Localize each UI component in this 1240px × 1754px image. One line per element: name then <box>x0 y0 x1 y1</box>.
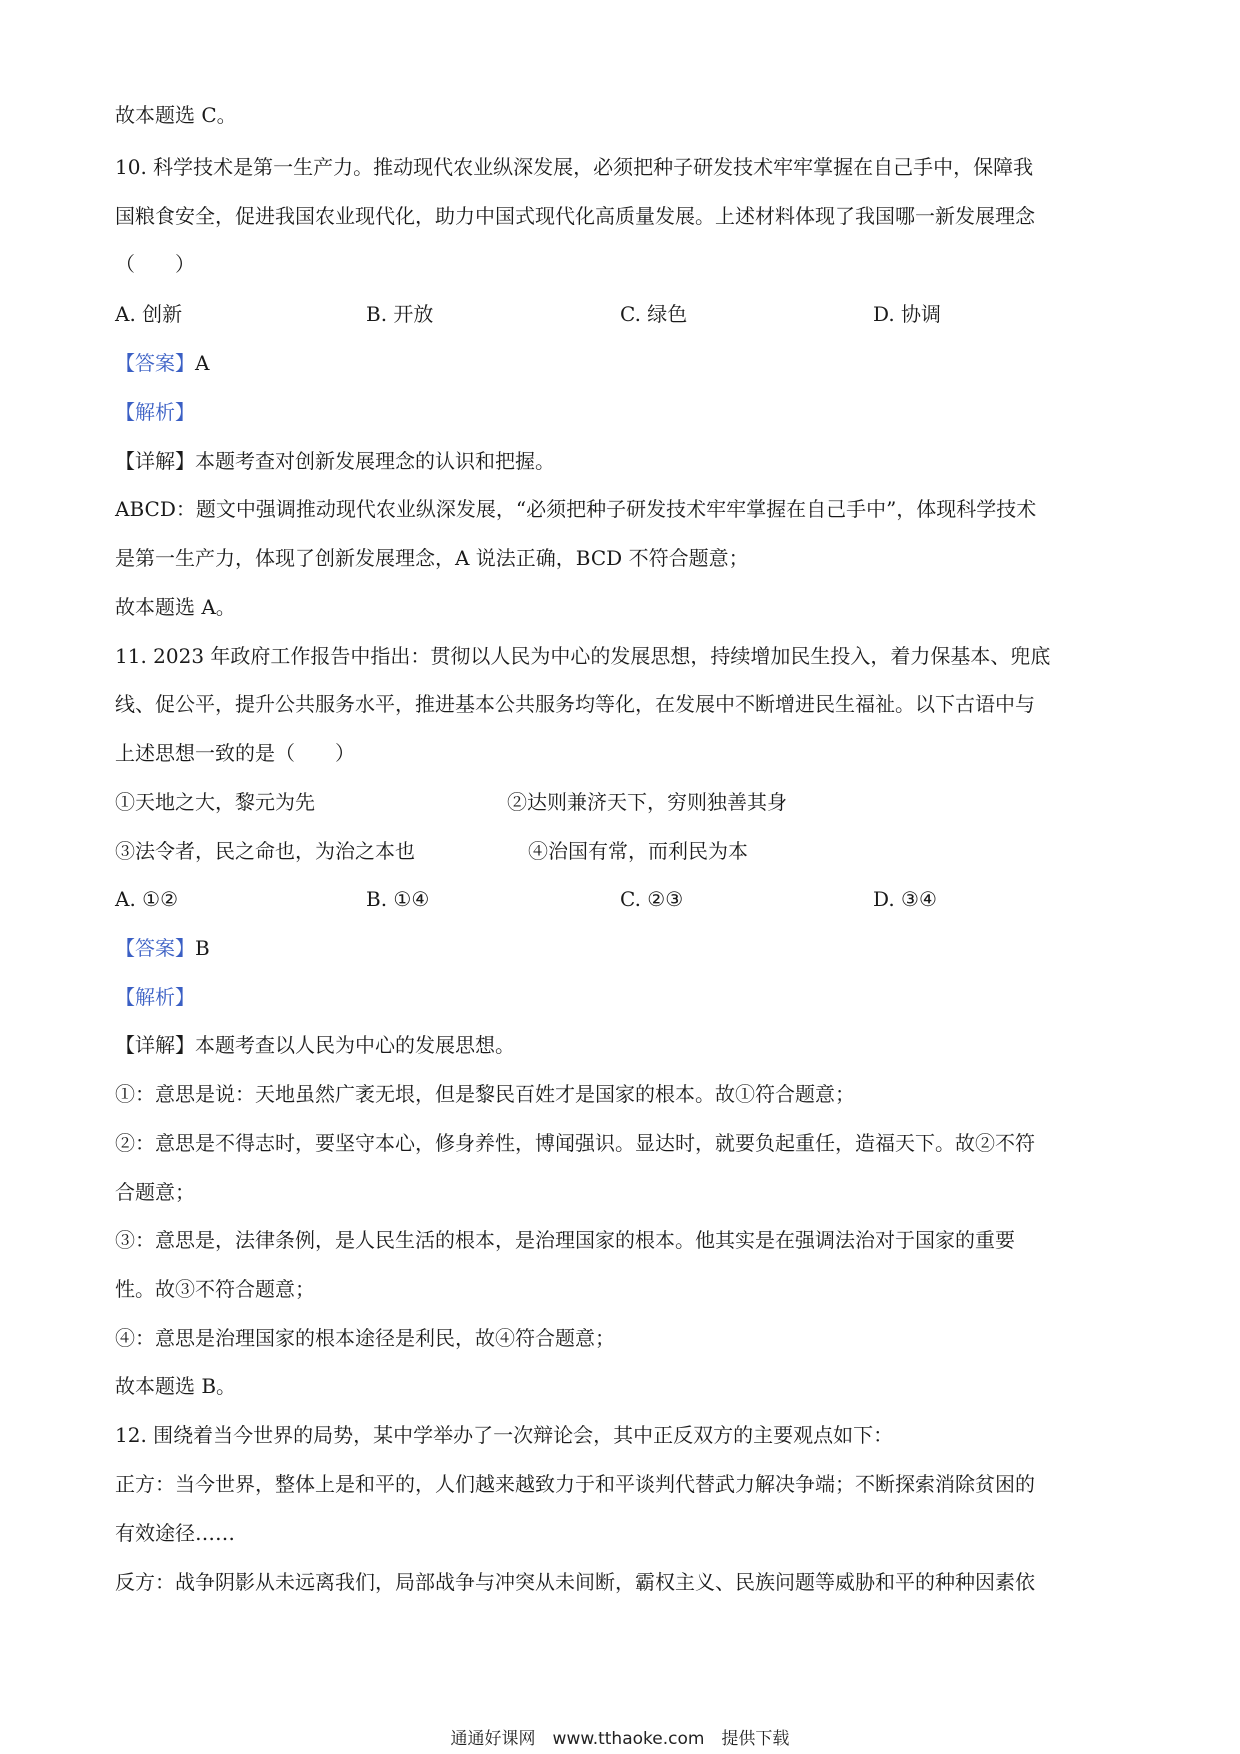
option-b: B. ①④ <box>366 887 430 911</box>
text-line: 反方：战争阴影从未远离我们，局部战争与冲突从未间断，霸权主义、民族问题等威胁和平的种种因素依 <box>115 1570 1035 1594</box>
answer-line <box>115 934 210 962</box>
statement-2: ②达则兼济天下，穷则独善其身 <box>507 790 787 814</box>
text-line: 故本题选 B。 <box>115 1374 237 1398</box>
question-11-stem: 11. 2023 年政府工作报告中指出：贯彻以人民为中心的发展思想，持续增加民生投入，着力保基本、兜底 <box>115 644 1051 668</box>
statement-1: ①天地之大，黎元为先 <box>115 790 315 814</box>
option-a: A. ①② <box>115 887 179 911</box>
text-line: 故本题选 A。 <box>115 595 236 619</box>
option-a: A. 创新 <box>115 302 183 326</box>
question-12-stem: 12. 围绕着当今世界的局势，某中学举办了一次辩论会，其中正反双方的主要观点如下： <box>115 1423 894 1447</box>
text-line: 上述思想一致的是（ ） <box>115 741 355 765</box>
answer-value: B <box>195 936 210 960</box>
text-line: ①：意思是说：天地虽然广袤无垠，但是黎民百姓才是国家的根本。故①符合题意； <box>115 1082 855 1106</box>
text-line: ④：意思是治理国家的根本途径是利民，故④符合题意； <box>115 1326 615 1350</box>
answer-blank: （ ） <box>115 252 195 276</box>
text-line: 合题意； <box>115 1180 195 1204</box>
text-line: 性。故③不符合题意； <box>115 1277 315 1301</box>
text-line: ③：意思是，法律条例，是人民生活的根本，是治理国家的根本。他其实是在强调法治对于国家的重要 <box>115 1228 1015 1252</box>
analysis-tag: 【解析】 <box>115 400 195 424</box>
text-line: 【详解】本题考查以人民为中心的发展思想。 <box>115 1033 515 1057</box>
text-line: 国粮食安全，促进我国农业现代化，助力中国式现代化高质量发展。上述材料体现了我国哪一新发展理念 <box>115 204 1035 228</box>
statement-4: ④治国有常，而利民为本 <box>528 839 748 863</box>
answer-value: A <box>195 351 210 375</box>
answer-line <box>115 349 209 377</box>
text-line: 线、促公平，提升公共服务水平，推进基本公共服务均等化，在发展中不断增进民生福祉。以下古语中与 <box>115 692 1035 716</box>
text-line: 故本题选 C。 <box>115 103 237 127</box>
analysis-tag: 【解析】 <box>115 985 195 1009</box>
option-b: B. 开放 <box>366 302 434 326</box>
option-c: C. 绿色 <box>620 302 688 326</box>
text-line: ABCD：题文中强调推动现代农业纵深发展，“必须把种子研发技术牢牢掌握在自己手中”，体现科学技术 <box>115 497 1037 521</box>
text-line: 是第一生产力，体现了创新发展理念，A 说法正确，BCD 不符合题意； <box>115 546 749 570</box>
answer-tag: 【答案】 <box>115 351 195 375</box>
text-line: 有效途径…… <box>115 1521 235 1545</box>
statement-3: ③法令者，民之命也，为治之本也 <box>115 839 415 863</box>
option-c: C. ②③ <box>620 887 684 911</box>
text-line: 【详解】本题考查对创新发展理念的认识和把握。 <box>115 449 555 473</box>
text-line: 正方：当今世界，整体上是和平的，人们越来越致力于和平谈判代替武力解决争端；不断探索消除贫困的 <box>115 1472 1035 1496</box>
question-10-stem: 10. 科学技术是第一生产力。推动现代农业纵深发展，必须把种子研发技术牢牢掌握在自己手中，保障我 <box>115 155 1034 179</box>
option-d: D. 协调 <box>873 302 942 326</box>
page-footer: 通通好课网 www.tthaoke.com 提供下载 <box>450 1729 790 1749</box>
option-d: D. ③④ <box>873 887 937 911</box>
answer-tag: 【答案】 <box>115 936 195 960</box>
text-line: ②：意思是不得志时，要坚守本心，修身养性，博闻强识。显达时，就要负起重任，造福天下。故②不符 <box>115 1131 1035 1155</box>
